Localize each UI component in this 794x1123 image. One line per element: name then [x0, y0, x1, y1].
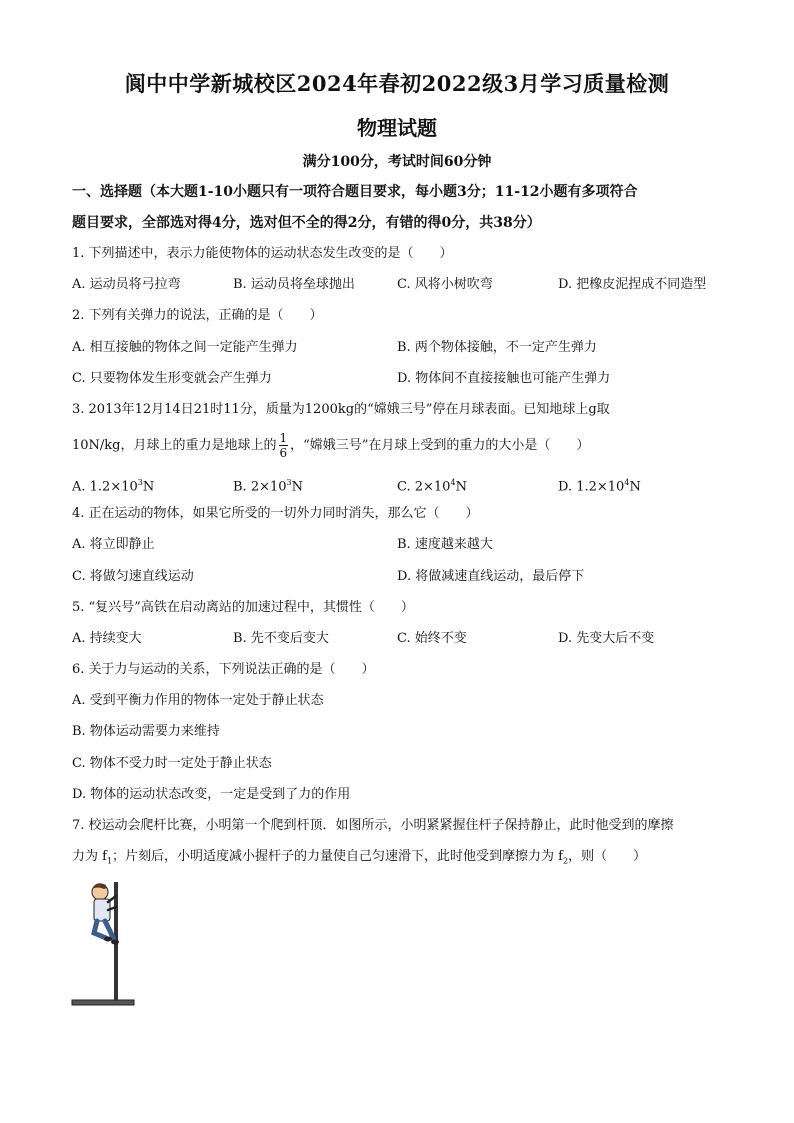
section-heading-line-1: 一、选择题（本大题1-10小题只有一项符合题目要求，每小题3分；11-12小题有多项符合 — [72, 184, 638, 200]
question-5-option-d: D. 先变大后不变 — [558, 631, 655, 646]
question-2-option-d: D. 物体间不直接接触也可能产生弹力 — [397, 371, 611, 386]
question-1-option-d: D. 把橡皮泥捏成不同造型 — [558, 277, 707, 292]
option-b-unit: N — [291, 479, 303, 495]
fraction-one-sixth — [279, 431, 289, 460]
question-6-option-c: C. 物体不受力时一定处于静止状态 — [72, 756, 272, 771]
question-1-option-a: A. 运动员将弓拉弯 — [72, 277, 181, 292]
question-3-line-1: 3. 2013年12月14日21时11分，质量为1200kg的“嫦娥三号”停在月球表面。已知地球上g取 — [72, 402, 610, 417]
q7-text-c: ，则（ ） — [568, 849, 647, 864]
option-a-unit: N — [142, 479, 155, 495]
subject-title: 物理试题 — [357, 116, 437, 140]
option-a-exponent: 3 — [137, 478, 143, 487]
option-b-base: B. 2×10 — [233, 479, 287, 495]
option-c-exponent: 4 — [450, 478, 456, 487]
question-2-option-a: A. 相互接触的物体之间一定能产生弹力 — [72, 340, 298, 355]
question-3-line-2-text: 10N/kg，月球上的重力是地球上的 — [72, 438, 277, 453]
question-5-stem: 5. “复兴号”高铁在启动离站的加速过程中，其惯性（ ） — [72, 600, 414, 615]
question-7-line-1: 7. 校运动会爬杆比赛，小明第一个爬到杆顶．如图所示，小明紧紧握住杆子保持静止，此时他受到的摩擦 — [72, 818, 674, 833]
question-3-option-a — [72, 474, 154, 496]
option-a-base: A. 1.2×10 — [72, 479, 138, 495]
option-c-unit: N — [455, 479, 467, 495]
question-3-option-d — [558, 474, 641, 496]
question-4-stem: 4. 正在运动的物体，如果它所受的一切外力同时消失，那么它（ ） — [72, 506, 479, 521]
question-5-option-a: A. 持续变大 — [72, 631, 142, 646]
option-d-unit: N — [629, 479, 641, 495]
question-7-line-2 — [72, 848, 646, 871]
q7-text-a: 力为 f — [72, 849, 107, 864]
q7-subscript-2: 2 — [563, 856, 569, 866]
question-3-line-2-tail: ，“嫦娥三号”在月球上受到的重力的大小是（ ） — [290, 438, 590, 453]
option-c-base: C. 2×10 — [397, 479, 451, 495]
question-6-option-b: B. 物体运动需要力来维持 — [72, 724, 220, 739]
question-3-line-2 — [72, 426, 589, 466]
question-3-option-b — [233, 474, 303, 496]
question-2-stem: 2. 下列有关弹力的说法，正确的是（ ） — [72, 308, 323, 323]
question-1-stem: 1. 下列描述中，表示力能使物体的运动状态发生改变的是（ ） — [72, 246, 453, 261]
exam-title: 阆中中学新城校区2024年春初2022级3月学习质量检测 — [124, 71, 670, 96]
question-4-option-b: B. 速度越来越大 — [397, 537, 493, 552]
question-2-option-c: C. 只要物体发生形变就会产生弹力 — [72, 371, 272, 386]
question-5-option-c: C. 始终不变 — [397, 631, 467, 646]
question-1-option-b: B. 运动员将垒球抛出 — [233, 277, 355, 292]
question-6-stem: 6. 关于力与运动的关系，下列说法正确的是（ ） — [72, 662, 375, 677]
option-b-exponent: 3 — [286, 478, 292, 487]
exam-info: 满分100分，考试时间60分钟 — [302, 154, 492, 170]
section-heading-line-2: 题目要求，全部选对得4分，选对但不全的得2分，有错的得0分，共38分） — [72, 215, 541, 231]
question-2-option-b: B. 两个物体接触，不一定产生弹力 — [397, 340, 597, 355]
fraction-denominator: 6 — [279, 446, 288, 460]
question-6-option-d: D. 物体的运动状态改变，一定是受到了力的作用 — [72, 787, 351, 802]
question-4-option-c: C. 将做匀速直线运动 — [72, 569, 194, 584]
question-6-option-a: A. 受到平衡力作用的物体一定处于静止状态 — [72, 693, 324, 708]
question-4-option-d: D. 将做减速直线运动，最后停下 — [397, 569, 585, 584]
fraction-numerator: 1 — [279, 431, 288, 445]
option-d-base: D. 1.2×10 — [558, 479, 625, 495]
question-5-option-b: B. 先不变后变大 — [233, 631, 329, 646]
question-1-option-c: C. 风将小树吹弯 — [397, 277, 493, 292]
question-3-option-c — [397, 474, 467, 496]
q7-text-b: ；片刻后，小明适度减小握杆子的力量使自己匀速滑下，此时他受到摩擦力为 f — [112, 849, 563, 864]
pole-climbing-figure — [70, 878, 140, 1010]
question-4-option-a: A. 将立即静止 — [72, 537, 155, 552]
q7-subscript-1: 1 — [106, 856, 113, 866]
option-d-exponent: 4 — [624, 478, 630, 487]
pole-base — [72, 1000, 134, 1005]
